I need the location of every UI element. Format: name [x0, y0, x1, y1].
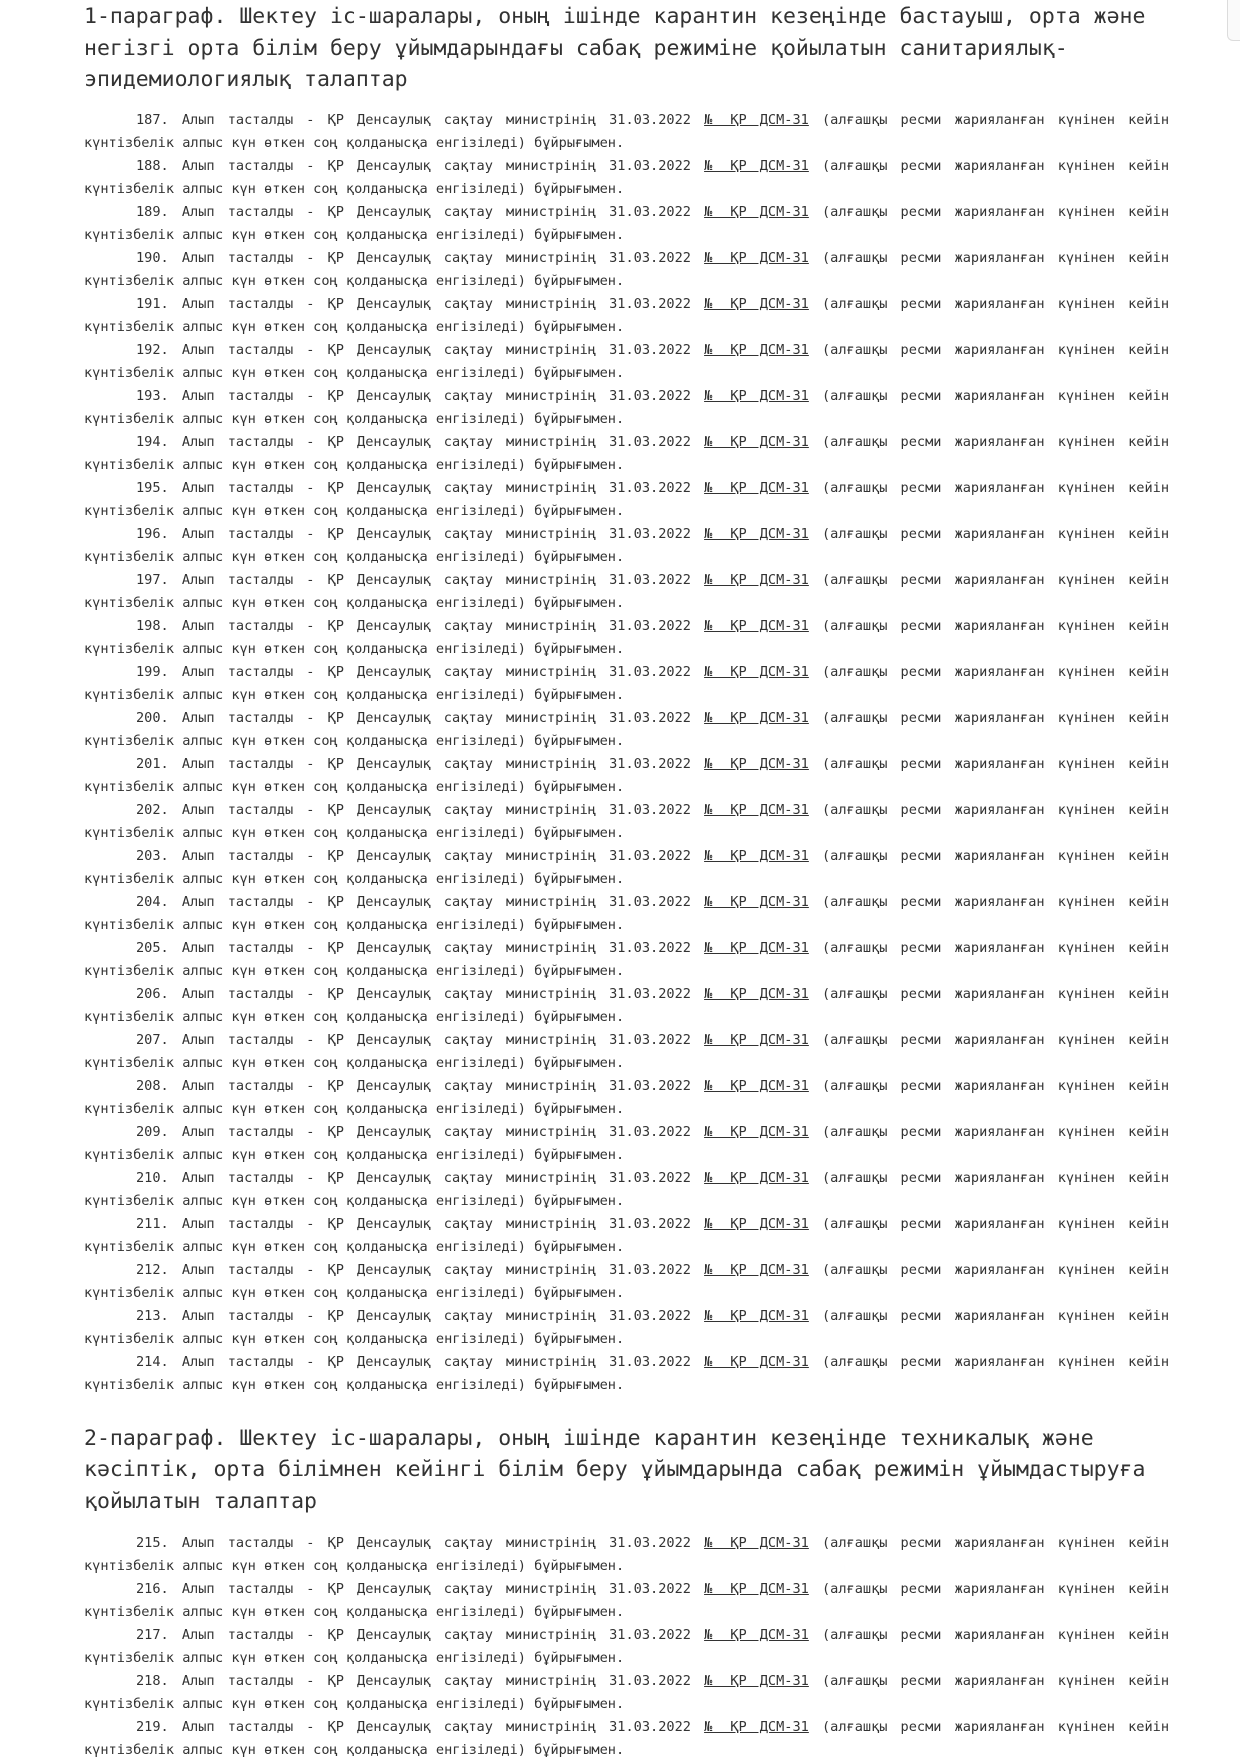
- order-link[interactable]: № ҚР ДСМ-31: [704, 525, 809, 542]
- list-item: [84, 661, 1169, 707]
- repeal-text: Алып тасталды - ҚР Денсаулық сақтау министрінің 31.03.2022: [181, 1261, 691, 1278]
- repeal-note: (алғашқы ресми жарияланған күнінен кейін күнтізбелік алпыс күн өткен соң қолданысқа енгізіледі) бұйрығымен.: [84, 617, 1170, 657]
- order-link[interactable]: № ҚР ДСМ-31: [704, 617, 809, 634]
- order-link[interactable]: № ҚР ДСМ-31: [704, 893, 809, 910]
- repeal-text: Алып тасталды - ҚР Денсаулық сақтау министрінің 31.03.2022: [181, 1215, 691, 1232]
- item-number: 210.: [136, 1169, 169, 1186]
- order-link[interactable]: № ҚР ДСМ-31: [704, 1353, 809, 1370]
- repeal-text: Алып тасталды - ҚР Денсаулық сақтау министрінің 31.03.2022: [181, 249, 691, 266]
- repeal-note: (алғашқы ресми жарияланған күнінен кейін күнтізбелік алпыс күн өткен соң қолданысқа енгізіледі) бұйрығымен.: [84, 157, 1170, 197]
- list-item: [84, 1029, 1169, 1075]
- order-link[interactable]: № ҚР ДСМ-31: [704, 479, 809, 496]
- item-number: 204.: [136, 893, 169, 910]
- item-number: 211.: [136, 1215, 169, 1232]
- repeal-text: Алып тасталды - ҚР Денсаулық сақтау министрінің 31.03.2022: [181, 157, 691, 174]
- repeal-note: (алғашқы ресми жарияланған күнінен кейін күнтізбелік алпыс күн өткен соң қолданысқа енгізіледі) бұйрығымен.: [84, 111, 1170, 151]
- item-number: 195.: [136, 479, 169, 496]
- repeal-text: Алып тасталды - ҚР Денсаулық сақтау министрінің 31.03.2022: [181, 617, 691, 634]
- repeal-note: (алғашқы ресми жарияланған күнінен кейін күнтізбелік алпыс күн өткен соң қолданысқа енгізіледі) бұйрығымен.: [84, 985, 1170, 1025]
- repeal-text: Алып тасталды - ҚР Денсаулық сақтау министрінің 31.03.2022: [181, 1169, 691, 1186]
- list-item: [84, 1670, 1169, 1716]
- list-item: [84, 1351, 1169, 1397]
- list-item: [84, 1578, 1169, 1624]
- order-link[interactable]: № ҚР ДСМ-31: [704, 203, 809, 220]
- list-item: [84, 845, 1169, 891]
- list-item: [84, 891, 1169, 937]
- list-item: [84, 1167, 1169, 1213]
- repeal-text: Алып тасталды - ҚР Денсаулық сақтау министрінің 31.03.2022: [181, 203, 691, 220]
- item-number: 207.: [136, 1031, 169, 1048]
- repeal-note: (алғашқы ресми жарияланған күнінен кейін күнтізбелік алпыс күн өткен соң қолданысқа енгізіледі) бұйрығымен.: [84, 1169, 1170, 1209]
- repeal-note: (алғашқы ресми жарияланған күнінен кейін күнтізбелік алпыс күн өткен соң қолданысқа енгізіледі) бұйрығымен.: [84, 1627, 1170, 1666]
- repeal-text: Алып тасталды - ҚР Денсаулық сақтау министрінің 31.03.2022: [181, 571, 691, 588]
- list-item: [84, 799, 1169, 845]
- item-number: 219.: [136, 1719, 169, 1735]
- repeal-note: (алғашқы ресми жарияланған күнінен кейін күнтізбелік алпыс күн өткен соң қолданысқа енгізіледі) бұйрығымен.: [84, 893, 1170, 933]
- item-number: 215.: [136, 1535, 169, 1551]
- item-number: 208.: [136, 1077, 169, 1094]
- order-link[interactable]: № ҚР ДСМ-31: [704, 709, 809, 726]
- item-number: 200.: [136, 709, 169, 726]
- section-heading-2: 2-параграф. Шектеу іс-шаралары, оның ішінде карантин кезеңінде техникалық және кәсіптік, орта білімнен кейінгі білім беру ұйымдарында сабақ режимін ұйымдастыруға қойылатын талаптар: [84, 1425, 1146, 1514]
- item-number: 201.: [136, 755, 169, 772]
- list-item: [84, 753, 1169, 799]
- list-item: [84, 523, 1169, 569]
- item-number: 214.: [136, 1353, 169, 1370]
- order-link[interactable]: № ҚР ДСМ-31: [704, 571, 809, 588]
- list-item: [84, 983, 1169, 1029]
- repeal-note: (алғашқы ресми жарияланған күнінен кейін күнтізбелік алпыс күн өткен соң қолданысқа енгізіледі) бұйрығымен.: [84, 847, 1170, 887]
- item-number: 192.: [136, 341, 169, 358]
- order-link[interactable]: № ҚР ДСМ-31: [704, 755, 809, 772]
- order-link[interactable]: № ҚР ДСМ-31: [704, 1031, 809, 1048]
- item-number: 197.: [136, 571, 169, 588]
- scrollbar-edge[interactable]: [1227, 0, 1240, 41]
- repeal-note: (алғашқы ресми жарияланған күнінен кейін күнтізбелік алпыс күн өткен соң қолданысқа енгізіледі) бұйрығымен.: [84, 341, 1170, 381]
- list-item: [84, 937, 1169, 983]
- repeal-text: Алып тасталды - ҚР Денсаулық сақтау министрінің 31.03.2022: [181, 1307, 691, 1324]
- repeal-note: (алғашқы ресми жарияланған күнінен кейін күнтізбелік алпыс күн өткен соң қолданысқа енгізіледі) бұйрығымен.: [84, 1261, 1170, 1301]
- item-number: 206.: [136, 985, 169, 1002]
- item-number: 205.: [136, 939, 169, 956]
- order-link[interactable]: № ҚР ДСМ-31: [704, 249, 809, 266]
- repeal-note: (алғашқы ресми жарияланған күнінен кейін күнтізбелік алпыс күн өткен соң қолданысқа енгізіледі) бұйрығымен.: [84, 755, 1170, 795]
- list-item: [84, 1532, 1169, 1578]
- order-link[interactable]: № ҚР ДСМ-31: [704, 341, 809, 358]
- repeal-note: (алғашқы ресми жарияланған күнінен кейін күнтізбелік алпыс күн өткен соң қолданысқа енгізіледі) бұйрығымен.: [84, 387, 1170, 427]
- repeal-text: Алып тасталды - ҚР Денсаулық сақтау министрінің 31.03.2022: [181, 1673, 691, 1689]
- repeal-note: (алғашқы ресми жарияланған күнінен кейін күнтізбелік алпыс күн өткен соң қолданысқа енгізіледі) бұйрығымен.: [84, 203, 1170, 243]
- item-number: 188.: [136, 157, 169, 174]
- order-link[interactable]: № ҚР ДСМ-31: [704, 1169, 809, 1186]
- list-item: [84, 615, 1169, 661]
- repeal-text: Алып тасталды - ҚР Денсаулық сақтау министрінің 31.03.2022: [181, 1535, 691, 1551]
- repeal-note: (алғашқы ресми жарияланған күнінен кейін күнтізбелік алпыс күн өткен соң қолданысқа енгізіледі) бұйрығымен.: [84, 571, 1170, 611]
- section-1-items: [84, 109, 1169, 1397]
- repeal-note: (алғашқы ресми жарияланған күнінен кейін күнтізбелік алпыс күн өткен соң қолданысқа енгізіледі) бұйрығымен.: [84, 295, 1170, 335]
- list-item: [84, 1121, 1169, 1167]
- order-link[interactable]: № ҚР ДСМ-31: [704, 663, 809, 680]
- section-heading-1: 1-параграф. Шектеу іс-шаралары, оның ішінде карантин кезеңінде бастауыш, орта және негізгі орта білім беру ұйымдарындағы сабақ режиміне қойылатын санитариялық-эпидемиологиялық талаптар: [84, 4, 1146, 92]
- order-link[interactable]: № ҚР ДСМ-31: [704, 1307, 809, 1324]
- list-item: [84, 201, 1169, 247]
- order-link[interactable]: № ҚР ДСМ-31: [704, 1719, 809, 1735]
- repeal-note: (алғашқы ресми жарияланған күнінен кейін күнтізбелік алпыс күн өткен соң қолданысқа енгізіледі) бұйрығымен.: [84, 1719, 1170, 1758]
- list-item: [84, 293, 1169, 339]
- repeal-text: Алып тасталды - ҚР Денсаулық сақтау министрінің 31.03.2022: [181, 985, 691, 1002]
- repeal-note: (алғашқы ресми жарияланған күнінен кейін күнтізбелік алпыс күн өткен соң қолданысқа енгізіледі) бұйрығымен.: [84, 479, 1170, 519]
- section-2-items: [84, 1532, 1169, 1762]
- repeal-note: (алғашқы ресми жарияланған күнінен кейін күнтізбелік алпыс күн өткен соң қолданысқа енгізіледі) бұйрығымен.: [84, 1307, 1170, 1347]
- repeal-text: Алып тасталды - ҚР Денсаулық сақтау министрінің 31.03.2022: [181, 1353, 691, 1370]
- item-number: 212.: [136, 1261, 169, 1278]
- item-number: 198.: [136, 617, 169, 634]
- item-number: 213.: [136, 1307, 169, 1324]
- repeal-note: (алғашқы ресми жарияланған күнінен кейін күнтізбелік алпыс күн өткен соң қолданысқа енгізіледі) бұйрығымен.: [84, 663, 1170, 703]
- item-number: 194.: [136, 433, 169, 450]
- list-item: [84, 1624, 1169, 1670]
- repeal-text: Алып тасталды - ҚР Денсаулық сақтау министрінің 31.03.2022: [181, 525, 691, 542]
- repeal-text: Алып тасталды - ҚР Денсаулық сақтау министрінің 31.03.2022: [181, 1077, 691, 1094]
- order-link[interactable]: № ҚР ДСМ-31: [704, 1215, 809, 1232]
- repeal-text: Алып тасталды - ҚР Денсаулық сақтау министрінің 31.03.2022: [181, 709, 691, 726]
- repeal-note: (алғашқы ресми жарияланған күнінен кейін күнтізбелік алпыс күн өткен соң қолданысқа енгізіледі) бұйрығымен.: [84, 1673, 1170, 1712]
- item-number: 196.: [136, 525, 169, 542]
- order-link[interactable]: № ҚР ДСМ-31: [704, 433, 809, 450]
- list-item: [84, 385, 1169, 431]
- repeal-text: Алып тасталды - ҚР Денсаулық сақтау министрінің 31.03.2022: [181, 801, 691, 818]
- repeal-text: Алып тасталды - ҚР Денсаулық сақтау министрінің 31.03.2022: [181, 847, 691, 864]
- repeal-text: Алып тасталды - ҚР Денсаулық сақтау министрінің 31.03.2022: [181, 755, 691, 772]
- order-link[interactable]: № ҚР ДСМ-31: [704, 847, 809, 864]
- repeal-note: (алғашқы ресми жарияланған күнінен кейін күнтізбелік алпыс күн өткен соң қолданысқа енгізіледі) бұйрығымен.: [84, 1535, 1170, 1574]
- item-number: 202.: [136, 801, 169, 818]
- repeal-note: (алғашқы ресми жарияланған күнінен кейін күнтізбелік алпыс күн өткен соң қолданысқа енгізіледі) бұйрығымен.: [84, 1215, 1170, 1255]
- repeal-text: Алып тасталды - ҚР Денсаулық сақтау министрінің 31.03.2022: [181, 433, 691, 450]
- repeal-note: (алғашқы ресми жарияланған күнінен кейін күнтізбелік алпыс күн өткен соң қолданысқа енгізіледі) бұйрығымен.: [84, 1353, 1170, 1393]
- order-link[interactable]: № ҚР ДСМ-31: [704, 1261, 809, 1278]
- repeal-text: Алып тасталды - ҚР Денсаулық сақтау министрінің 31.03.2022: [181, 111, 691, 128]
- list-item: [84, 477, 1169, 523]
- list-item: [84, 1305, 1169, 1351]
- repeal-note: (алғашқы ресми жарияланған күнінен кейін күнтізбелік алпыс күн өткен соң қолданысқа енгізіледі) бұйрығымен.: [84, 1077, 1170, 1117]
- order-link[interactable]: № ҚР ДСМ-31: [704, 157, 809, 174]
- item-number: 191.: [136, 295, 169, 312]
- repeal-text: Алып тасталды - ҚР Денсаулық сақтау министрінің 31.03.2022: [181, 387, 691, 404]
- repeal-note: (алғашқы ресми жарияланған күнінен кейін күнтізбелік алпыс күн өткен соң қолданысқа енгізіледі) бұйрығымен.: [84, 249, 1170, 289]
- repeal-text: Алып тасталды - ҚР Денсаулық сақтау министрінің 31.03.2022: [181, 341, 691, 358]
- list-item: [84, 707, 1169, 753]
- order-link[interactable]: № ҚР ДСМ-31: [704, 1627, 809, 1643]
- item-number: 189.: [136, 203, 169, 220]
- order-link[interactable]: № ҚР ДСМ-31: [704, 1581, 809, 1597]
- list-item: [84, 1259, 1169, 1305]
- list-item: [84, 431, 1169, 477]
- repeal-note: (алғашқы ресми жарияланған күнінен кейін күнтізбелік алпыс күн өткен соң қолданысқа енгізіледі) бұйрығымен.: [84, 1123, 1170, 1163]
- repeal-note: (алғашқы ресми жарияланған күнінен кейін күнтізбелік алпыс күн өткен соң қолданысқа енгізіледі) бұйрығымен.: [84, 525, 1170, 565]
- item-number: 187.: [136, 111, 169, 128]
- repeal-note: (алғашқы ресми жарияланған күнінен кейін күнтізбелік алпыс күн өткен соң қолданысқа енгізіледі) бұйрығымен.: [84, 1031, 1170, 1071]
- repeal-note: (алғашқы ресми жарияланған күнінен кейін күнтізбелік алпыс күн өткен соң қолданысқа енгізіледі) бұйрығымен.: [84, 1581, 1170, 1620]
- item-number: 217.: [136, 1627, 169, 1643]
- item-number: 193.: [136, 387, 169, 404]
- item-number: 190.: [136, 249, 169, 266]
- repeal-note: (алғашқы ресми жарияланған күнінен кейін күнтізбелік алпыс күн өткен соң қолданысқа енгізіледі) бұйрығымен.: [84, 801, 1170, 841]
- order-link[interactable]: № ҚР ДСМ-31: [704, 1535, 809, 1551]
- order-link[interactable]: № ҚР ДСМ-31: [704, 111, 809, 128]
- repeal-note: (алғашқы ресми жарияланған күнінен кейін күнтізбелік алпыс күн өткен соң қолданысқа енгізіледі) бұйрығымен.: [84, 433, 1170, 473]
- order-link[interactable]: № ҚР ДСМ-31: [704, 1077, 809, 1094]
- repeal-text: Алып тасталды - ҚР Денсаулық сақтау министрінің 31.03.2022: [181, 479, 691, 496]
- item-number: 218.: [136, 1673, 169, 1689]
- item-number: 199.: [136, 663, 169, 680]
- repeal-text: Алып тасталды - ҚР Денсаулық сақтау министрінің 31.03.2022: [181, 295, 691, 312]
- repeal-text: Алып тасталды - ҚР Денсаулық сақтау министрінің 31.03.2022: [181, 1719, 691, 1735]
- item-number: 203.: [136, 847, 169, 864]
- repeal-text: Алып тасталды - ҚР Денсаулық сақтау министрінің 31.03.2022: [181, 663, 691, 680]
- repeal-text: Алып тасталды - ҚР Денсаулық сақтау министрінің 31.03.2022: [181, 1581, 691, 1597]
- order-link[interactable]: № ҚР ДСМ-31: [704, 1123, 809, 1140]
- item-number: 216.: [136, 1581, 169, 1597]
- order-link[interactable]: № ҚР ДСМ-31: [704, 295, 809, 312]
- document-page: [84, 0, 1169, 1762]
- order-link[interactable]: № ҚР ДСМ-31: [704, 801, 809, 818]
- repeal-text: Алып тасталды - ҚР Денсаулық сақтау министрінің 31.03.2022: [181, 1627, 691, 1643]
- list-item: [84, 109, 1169, 155]
- list-item: [84, 155, 1169, 201]
- repeal-text: Алып тасталды - ҚР Денсаулық сақтау министрінің 31.03.2022: [181, 1123, 691, 1140]
- repeal-note: (алғашқы ресми жарияланған күнінен кейін күнтізбелік алпыс күн өткен соң қолданысқа енгізіледі) бұйрығымен.: [84, 709, 1170, 749]
- list-item: [84, 247, 1169, 293]
- list-item: [84, 339, 1169, 385]
- list-item: [84, 1213, 1169, 1259]
- repeal-text: Алып тасталды - ҚР Денсаулық сақтау министрінің 31.03.2022: [181, 893, 691, 910]
- order-link[interactable]: № ҚР ДСМ-31: [704, 387, 809, 404]
- repeal-note: (алғашқы ресми жарияланған күнінен кейін күнтізбелік алпыс күн өткен соң қолданысқа енгізіледі) бұйрығымен.: [84, 939, 1170, 979]
- list-item: [84, 569, 1169, 615]
- item-number: 209.: [136, 1123, 169, 1140]
- order-link[interactable]: № ҚР ДСМ-31: [704, 1673, 809, 1689]
- order-link[interactable]: № ҚР ДСМ-31: [704, 985, 809, 1002]
- repeal-text: Алып тасталды - ҚР Денсаулық сақтау министрінің 31.03.2022: [181, 939, 691, 956]
- list-item: [84, 1075, 1169, 1121]
- order-link[interactable]: № ҚР ДСМ-31: [704, 939, 809, 956]
- repeal-text: Алып тасталды - ҚР Денсаулық сақтау министрінің 31.03.2022: [181, 1031, 691, 1048]
- list-item: [84, 1716, 1169, 1762]
